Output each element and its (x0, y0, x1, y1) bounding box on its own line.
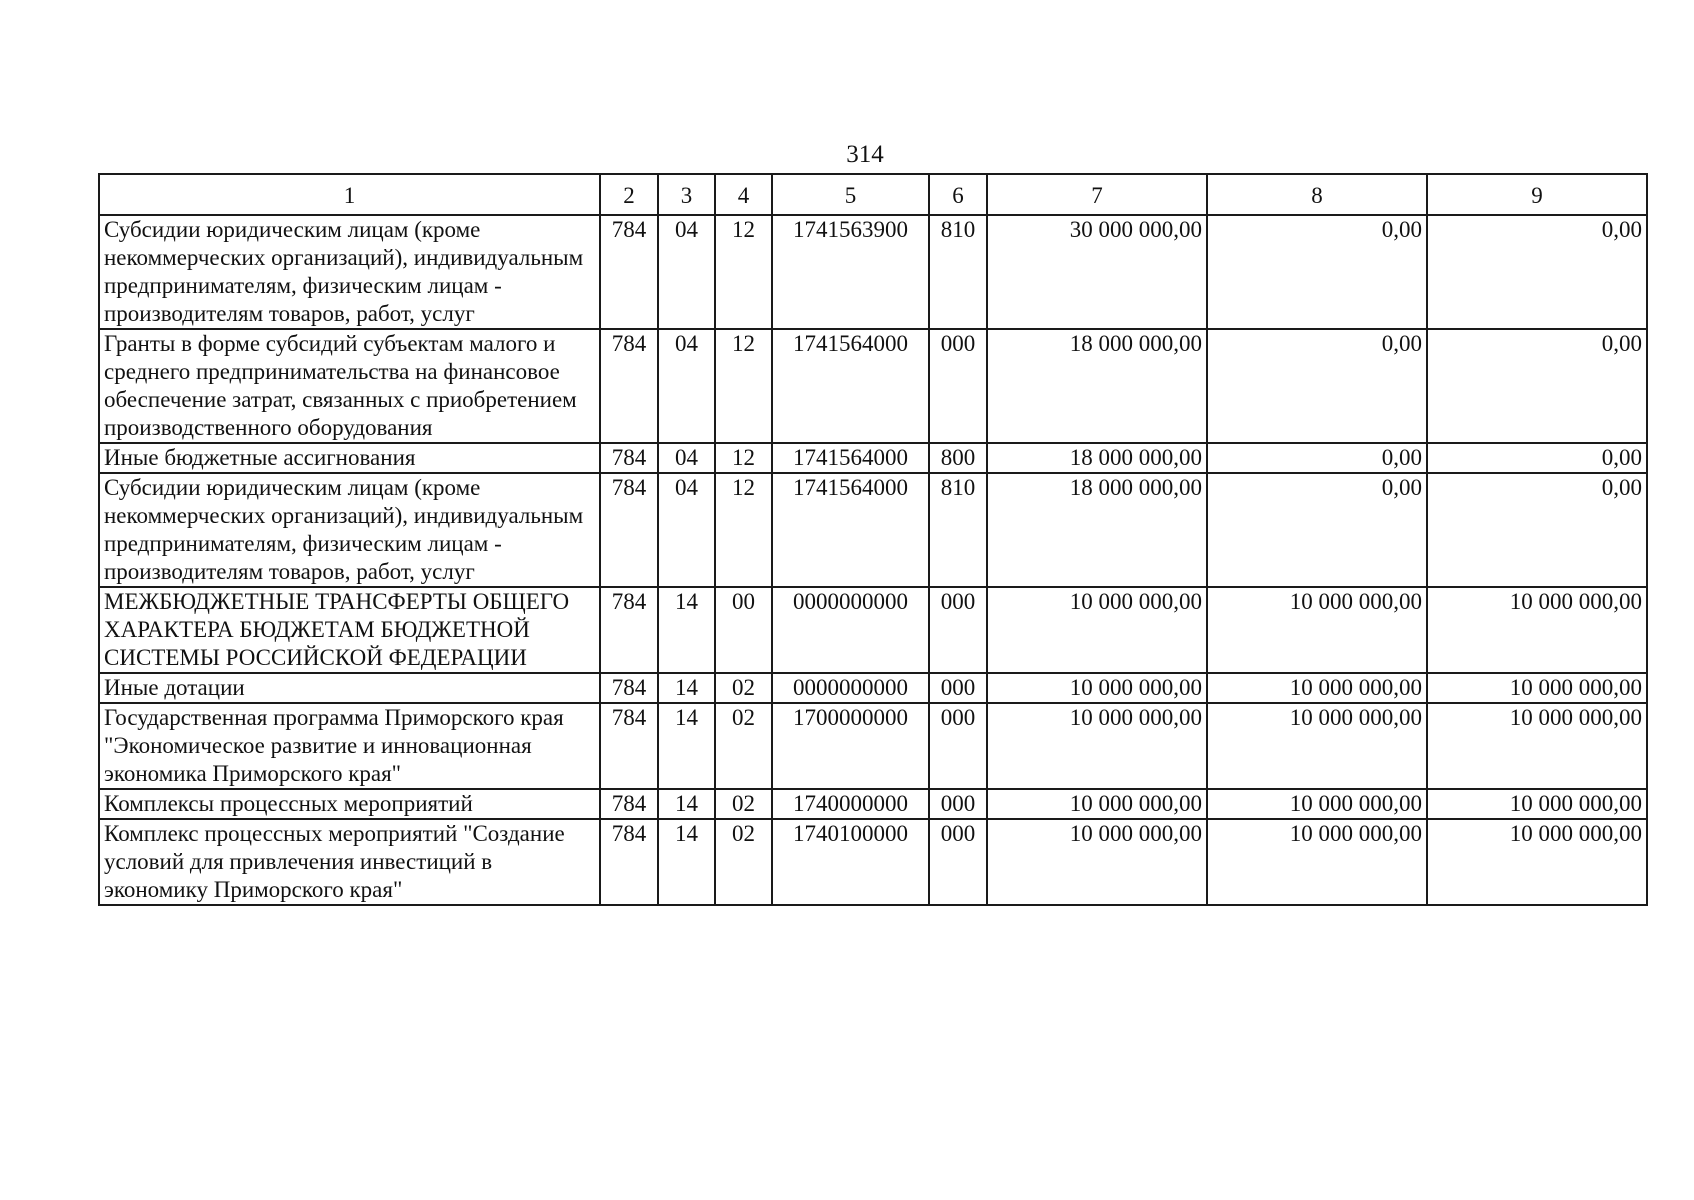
cell-amount-col9: 0,00 (1427, 215, 1647, 329)
cell-section: 04 (658, 443, 715, 473)
column-header-2: 2 (600, 174, 658, 215)
table-row (99, 329, 1647, 443)
row-name: Комплексы процессных мероприятий (99, 789, 600, 819)
cell-subsection: 02 (715, 703, 772, 789)
column-header-5: 5 (772, 174, 929, 215)
row-name: Гранты в форме субсидий субъектам малого и среднего предпринимательства на финансовое обеспечение затрат, связанных с приобретением производственного оборудования (99, 329, 600, 443)
table-row (99, 703, 1647, 789)
cell-admin-code: 784 (600, 215, 658, 329)
cell-admin-code: 784 (600, 443, 658, 473)
cell-subsection: 02 (715, 819, 772, 905)
cell-target-article: 0000000000 (772, 587, 929, 673)
cell-subsection: 12 (715, 473, 772, 587)
row-name: Субсидии юридическим лицам (кроме некоммерческих организаций), индивидуальным предпринимателям, физическим лицам - производителям товаров, работ, услуг (99, 473, 600, 587)
cell-expense-type: 000 (929, 673, 987, 703)
cell-expense-type: 000 (929, 587, 987, 673)
table-row (99, 789, 1647, 819)
cell-subsection: 12 (715, 215, 772, 329)
cell-section: 14 (658, 703, 715, 789)
cell-expense-type: 000 (929, 703, 987, 789)
cell-target-article: 1740100000 (772, 819, 929, 905)
table-body (99, 215, 1647, 905)
cell-target-article: 1741564000 (772, 443, 929, 473)
cell-amount-col7: 10 000 000,00 (987, 819, 1207, 905)
cell-amount-col7: 10 000 000,00 (987, 587, 1207, 673)
cell-admin-code: 784 (600, 789, 658, 819)
cell-section: 14 (658, 819, 715, 905)
cell-amount-col9: 10 000 000,00 (1427, 587, 1647, 673)
row-name: Комплекс процессных мероприятий "Создание условий для привлечения инвестиций в экономику Приморского края" (99, 819, 600, 905)
cell-admin-code: 784 (600, 473, 658, 587)
cell-target-article: 1741564000 (772, 473, 929, 587)
cell-expense-type: 000 (929, 819, 987, 905)
cell-subsection: 00 (715, 587, 772, 673)
table-row (99, 819, 1647, 905)
cell-amount-col8: 0,00 (1207, 473, 1427, 587)
column-header-3: 3 (658, 174, 715, 215)
cell-amount-col9: 0,00 (1427, 443, 1647, 473)
cell-subsection: 12 (715, 443, 772, 473)
cell-amount-col8: 0,00 (1207, 443, 1427, 473)
cell-amount-col7: 10 000 000,00 (987, 673, 1207, 703)
cell-target-article: 0000000000 (772, 673, 929, 703)
cell-amount-col8: 10 000 000,00 (1207, 819, 1427, 905)
cell-amount-col9: 0,00 (1427, 473, 1647, 587)
cell-amount-col7: 10 000 000,00 (987, 703, 1207, 789)
cell-subsection: 12 (715, 329, 772, 443)
budget-table (98, 173, 1648, 906)
cell-amount-col9: 10 000 000,00 (1427, 703, 1647, 789)
cell-target-article: 1740000000 (772, 789, 929, 819)
cell-target-article: 1741563900 (772, 215, 929, 329)
table-header (99, 174, 1647, 215)
cell-section: 04 (658, 329, 715, 443)
column-header-7: 7 (987, 174, 1207, 215)
header-row (99, 174, 1647, 215)
table-row (99, 673, 1647, 703)
cell-target-article: 1741564000 (772, 329, 929, 443)
cell-amount-col8: 10 000 000,00 (1207, 587, 1427, 673)
table-row (99, 473, 1647, 587)
cell-section: 04 (658, 473, 715, 587)
column-header-9: 9 (1427, 174, 1647, 215)
cell-amount-col8: 10 000 000,00 (1207, 789, 1427, 819)
cell-expense-type: 800 (929, 443, 987, 473)
cell-amount-col9: 10 000 000,00 (1427, 789, 1647, 819)
cell-admin-code: 784 (600, 587, 658, 673)
cell-section: 14 (658, 789, 715, 819)
table-row (99, 215, 1647, 329)
row-name: Иные бюджетные ассигнования (99, 443, 600, 473)
cell-amount-col7: 10 000 000,00 (987, 789, 1207, 819)
column-header-8: 8 (1207, 174, 1427, 215)
cell-subsection: 02 (715, 673, 772, 703)
cell-amount-col8: 10 000 000,00 (1207, 673, 1427, 703)
page-number: 314 (846, 141, 884, 168)
row-name: МЕЖБЮДЖЕТНЫЕ ТРАНСФЕРТЫ ОБЩЕГО ХАРАКТЕРА БЮДЖЕТАМ БЮДЖЕТНОЙ СИСТЕМЫ РОССИЙСКОЙ ФЕДЕРАЦИИ (99, 587, 600, 673)
cell-amount-col7: 30 000 000,00 (987, 215, 1207, 329)
cell-amount-col9: 10 000 000,00 (1427, 819, 1647, 905)
cell-amount-col7: 18 000 000,00 (987, 473, 1207, 587)
table-row (99, 587, 1647, 673)
cell-admin-code: 784 (600, 673, 658, 703)
column-header-1: 1 (99, 174, 600, 215)
cell-expense-type: 810 (929, 215, 987, 329)
column-header-4: 4 (715, 174, 772, 215)
cell-admin-code: 784 (600, 329, 658, 443)
cell-admin-code: 784 (600, 703, 658, 789)
cell-amount-col8: 0,00 (1207, 329, 1427, 443)
cell-target-article: 1700000000 (772, 703, 929, 789)
cell-amount-col8: 10 000 000,00 (1207, 703, 1427, 789)
cell-section: 14 (658, 673, 715, 703)
cell-subsection: 02 (715, 789, 772, 819)
row-name: Иные дотации (99, 673, 600, 703)
cell-admin-code: 784 (600, 819, 658, 905)
cell-amount-col7: 18 000 000,00 (987, 329, 1207, 443)
row-name: Государственная программа Приморского края "Экономическое развитие и инновационная экономика Приморского края" (99, 703, 600, 789)
cell-expense-type: 000 (929, 789, 987, 819)
cell-expense-type: 810 (929, 473, 987, 587)
cell-amount-col9: 0,00 (1427, 329, 1647, 443)
cell-expense-type: 000 (929, 329, 987, 443)
cell-section: 14 (658, 587, 715, 673)
cell-amount-col9: 10 000 000,00 (1427, 673, 1647, 703)
column-header-6: 6 (929, 174, 987, 215)
table-row (99, 443, 1647, 473)
row-name: Субсидии юридическим лицам (кроме некоммерческих организаций), индивидуальным предпринимателям, физическим лицам - производителям товаров, работ, услуг (99, 215, 600, 329)
cell-section: 04 (658, 215, 715, 329)
cell-amount-col8: 0,00 (1207, 215, 1427, 329)
cell-amount-col7: 18 000 000,00 (987, 443, 1207, 473)
